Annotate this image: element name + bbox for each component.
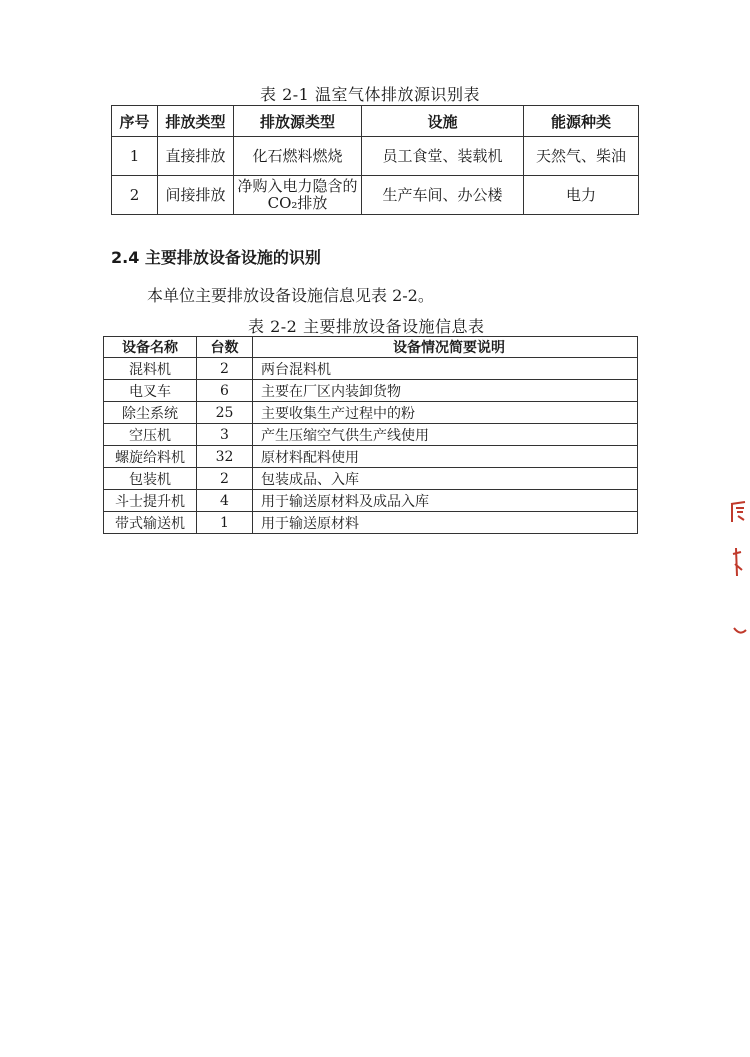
table-cell: 原材料配料使用 <box>253 446 638 468</box>
table-row <box>104 402 638 424</box>
table-cell: 1 <box>197 512 253 534</box>
table-row <box>104 468 638 490</box>
table-cell: 4 <box>197 490 253 512</box>
header-cell: 设施 <box>362 106 524 137</box>
header-cell: 台数 <box>197 337 253 358</box>
section-heading: 2.4 主要排放设备设施的识别 <box>111 248 321 267</box>
header-cell: 能源种类 <box>524 106 639 137</box>
table-cell: 员工食堂、装载机 <box>362 137 524 176</box>
table-row <box>104 358 638 380</box>
equipment-table <box>103 336 638 534</box>
header-cell: 设备名称 <box>104 337 197 358</box>
table-cell: 用于输送原材料及成品入库 <box>253 490 638 512</box>
table-cell: 两台混料机 <box>253 358 638 380</box>
table-cell: 1 <box>112 137 158 176</box>
table-cell: 25 <box>197 402 253 424</box>
table-row <box>112 176 639 215</box>
header-cell: 设备情况简要说明 <box>253 337 638 358</box>
table-cell: 电力 <box>524 176 639 215</box>
table-cell: 带式输送机 <box>104 512 197 534</box>
table-cell: 主要在厂区内装卸货物 <box>253 380 638 402</box>
table-cell: 2 <box>197 358 253 380</box>
emission-source-table <box>111 105 639 215</box>
header-cell: 排放源类型 <box>234 106 362 137</box>
table-cell: 空压机 <box>104 424 197 446</box>
table-row <box>104 512 638 534</box>
table-cell: 包装成品、入库 <box>253 468 638 490</box>
table2-caption: 表 2-2 主要排放设备设施信息表 <box>248 317 485 336</box>
table-row <box>104 424 638 446</box>
table-cell: 直接排放 <box>158 137 234 176</box>
table-row <box>112 137 639 176</box>
header-cell: 排放类型 <box>158 106 234 137</box>
table-cell: 天然气、柴油 <box>524 137 639 176</box>
table-cell: 螺旋给料机 <box>104 446 197 468</box>
table-row <box>104 446 638 468</box>
table-cell: 2 <box>197 468 253 490</box>
red-stamp-mark <box>728 492 748 642</box>
table-cell: 主要收集生产过程中的粉 <box>253 402 638 424</box>
table-header-row <box>104 337 638 358</box>
table-cell: 混料机 <box>104 358 197 380</box>
table-cell: 产生压缩空气供生产线使用 <box>253 424 638 446</box>
table-cell <box>234 176 362 215</box>
table-header-row <box>112 106 639 137</box>
header-cell: 序号 <box>112 106 158 137</box>
table-cell: 化石燃料燃烧 <box>234 137 362 176</box>
table-row <box>104 490 638 512</box>
table-cell: 32 <box>197 446 253 468</box>
source-line-2: CO₂排放 <box>267 194 328 212</box>
table-cell: 斗士提升机 <box>104 490 197 512</box>
table-cell: 6 <box>197 380 253 402</box>
table-cell: 3 <box>197 424 253 446</box>
table-cell: 生产车间、办公楼 <box>362 176 524 215</box>
table1-caption: 表 2-1 温室气体排放源识别表 <box>260 85 480 104</box>
table-cell: 间接排放 <box>158 176 234 215</box>
table-cell: 除尘系统 <box>104 402 197 424</box>
table-cell: 用于输送原材料 <box>253 512 638 534</box>
table-row <box>104 380 638 402</box>
table-cell: 电叉车 <box>104 380 197 402</box>
table-cell: 2 <box>112 176 158 215</box>
source-line-1: 净购入电力隐含的 <box>237 177 358 195</box>
section-paragraph: 本单位主要排放设备设施信息见表 2-2。 <box>147 286 434 305</box>
table-cell: 包装机 <box>104 468 197 490</box>
